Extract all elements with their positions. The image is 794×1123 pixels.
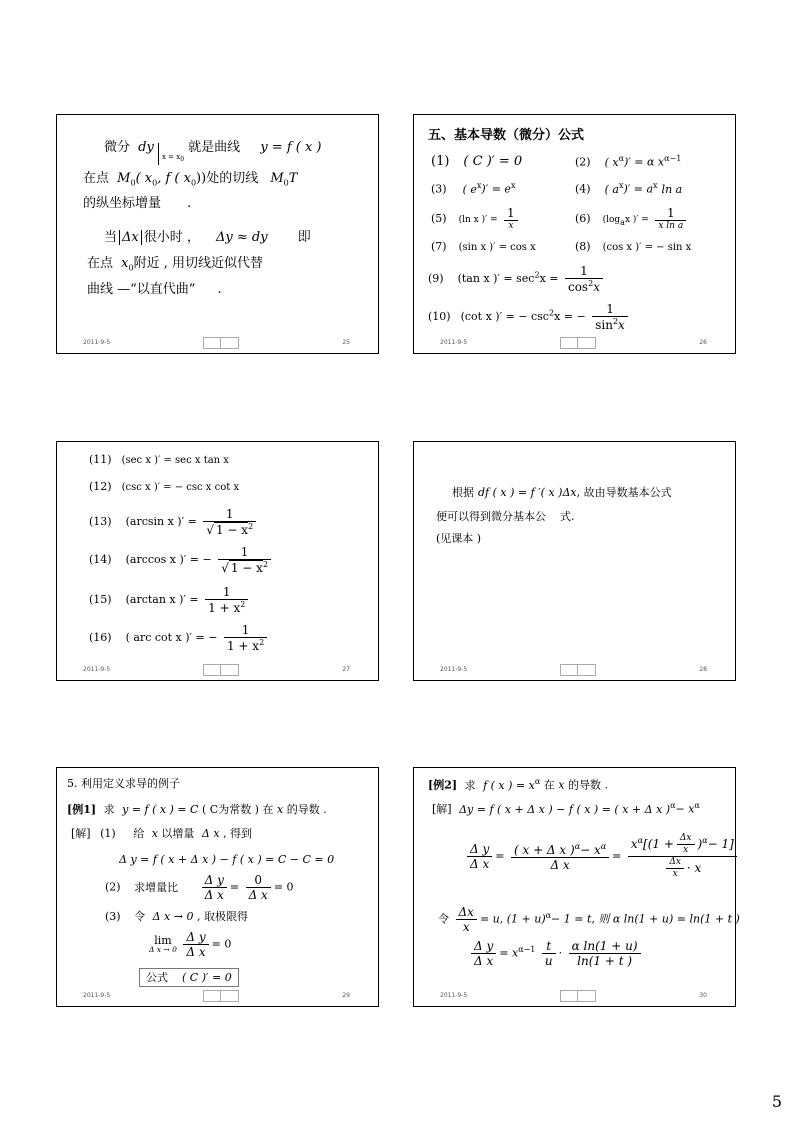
- slide-number: 28: [699, 666, 707, 673]
- solution-step-1: [解] (1) 给 x 以增量 Δ x , 得到: [71, 827, 253, 840]
- nav-buttons[interactable]: [560, 990, 596, 1002]
- slide-date: 2011-9-5: [440, 339, 468, 346]
- nav-buttons[interactable]: [560, 664, 596, 676]
- example-statement: [例1] 求 y = f ( x ) = C ( C为常数 ) 在 x 的导数 .: [67, 803, 327, 816]
- slide-26: [413, 114, 736, 354]
- formula-11: (11) (sec x )′ = sec x tan x: [89, 453, 229, 466]
- formula-5: (5) (ln x )′ = $\frac{1}{x}$: [431, 207, 521, 231]
- slide-date: 2011-9-5: [83, 339, 111, 346]
- formula-16: (16) ( arc cot x )′ = − $\frac{1}{1 + x^2}$: [89, 624, 270, 652]
- text-line: 根据 df ( x ) = f ′( x )Δx, 故由导数基本公式: [452, 486, 672, 499]
- formula-14: (14) (arccos x )′ = − $\frac{1}{√ 1 - x^2}$: [89, 546, 274, 574]
- nav-buttons[interactable]: [203, 337, 239, 349]
- formula-box: 公式 ( C )′ = 0: [139, 968, 239, 987]
- increment-formula: [解] Δy = f ( x + Δ x ) − f ( x ) = ( x + Δ x )$^\alpha- x^\alpha$: [432, 801, 700, 816]
- slide-number: 30: [699, 992, 707, 999]
- formula-7: (7) (sin x )′ = cos x: [431, 240, 536, 253]
- formula-10: (10) (cot x )′ = − $\csc^2x$ = − $\frac{1}{\sin^2x}$: [428, 303, 631, 331]
- solution-step-2: (2) 求增量比 $\frac{\text{Δ y}}{\text{Δ x}}$ = $\frac{0}{\text{Δ x}}$ = 0: [105, 873, 294, 902]
- nav-buttons[interactable]: [203, 990, 239, 1002]
- slide-number: 27: [342, 666, 350, 673]
- nav-buttons[interactable]: [560, 337, 596, 349]
- limit-formula: lim Δ x → 0 $\frac{\text{Δ y}}{\text{Δ x}}$ = 0: [149, 930, 232, 959]
- text-line: 微分 dy $_{x = x0}$ 就是曲线 y = f ( x ): [104, 140, 322, 163]
- text-line: (见课本 ): [436, 532, 482, 545]
- result-formula: $\frac{\text{Δ y}}{\text{Δ x}}$ = $x^{\alpha-1}$ $\frac{t}{u}$ · $\frac{\text{α ln(1 + u)}}{\ln(1 + t )}$: [468, 940, 644, 967]
- formula-6: (6) ($\log_ax$ )′ = $\frac{1}{\text{x ln a}}$: [575, 207, 689, 231]
- slide-27: [56, 441, 379, 681]
- page-number: 5: [771, 1092, 782, 1111]
- slide-29: [56, 767, 379, 1007]
- text-line: 在点 $M_0$( $x_0$, f ( $x_0$))处的切线 $M_0T$: [83, 171, 298, 188]
- formula-4: (4) ( $a^x)' = a^x$ ln a: [575, 181, 683, 196]
- formula-13: (13) (arcsin x )′ = $\frac{1}{√ 1 - x^2}$: [89, 508, 259, 536]
- slide-number: 26: [699, 339, 707, 346]
- slide-date: 2011-9-5: [83, 666, 111, 673]
- slide-date: 2011-9-5: [440, 666, 468, 673]
- formula-9: (9) (tan x )′ = $\sec^2x$ = $\frac{1}{\cos^2x}$: [428, 265, 606, 293]
- formula-1: (1) ( C )′ = 0: [431, 154, 523, 169]
- slide-title: 5. 利用定义求导的例子: [67, 777, 180, 790]
- nav-buttons[interactable]: [203, 664, 239, 676]
- text-line: 当 Δx 很小时 ， Δy ≈ dy 即: [104, 230, 311, 245]
- substitution-formula: 令 $\frac{\Delta x}{x}$ = u, $(1 + u)^\alpha- 1 = t$, 则 α ln(1 + u) = ln(1 + t ): [438, 905, 740, 934]
- formula-3: (3) ( $e^x)' = e^x$: [431, 181, 516, 196]
- formula-8: (8) (cos x )′ = − sin x: [575, 240, 692, 253]
- formula-2: (2) ( $x^\alpha)' = \alpha$ $x^{\alpha-1}$: [575, 154, 682, 169]
- slide-number: 29: [342, 992, 350, 999]
- text-line: 的纵坐标增量 .: [83, 196, 192, 211]
- slide-number: 25: [342, 339, 350, 346]
- formula-15: (15) (arctan x )′ = $\frac{1}{1 + x^2}$: [89, 586, 251, 614]
- formula-12: (12) (csc x )′ = − csc x cot x: [89, 480, 240, 493]
- slide-25: [56, 114, 379, 354]
- slide-title: 五、基本导数（微分）公式: [428, 128, 585, 143]
- slide-28: [413, 441, 736, 681]
- solution-step-3: (3) 令 Δ x → 0 , 取极限得: [105, 910, 248, 923]
- slide-date: 2011-9-5: [440, 992, 468, 999]
- text-line: 在点 $x_0$附近 , 用切线近似代替: [87, 256, 263, 273]
- slide-30: [413, 767, 740, 1007]
- increment-formula: Δ y = f ( x + Δ x ) − f ( x ) = C − C = 0: [119, 853, 335, 866]
- text-line: 便可以得到微分基本公 式.: [436, 510, 575, 523]
- text-line: 曲线 —“以直代曲” .: [87, 282, 222, 297]
- slide-date: 2011-9-5: [83, 992, 111, 999]
- example-statement: [例2] 求 f ( x ) = $x^\alpha$ 在 x 的导数 .: [428, 777, 608, 792]
- ratio-formula: $\frac{\text{Δ y}}{\text{Δ x}}$ = $\frac{( x + \Delta x )^\alpha- x^\alpha}{\text{Δ x}}$ = $x^\alpha[(1$ + $\frac{\Delta x}{x}$ )$^\alpha$− 1] $\frac{\Delta x}{x}$ · x: [464, 834, 740, 879]
